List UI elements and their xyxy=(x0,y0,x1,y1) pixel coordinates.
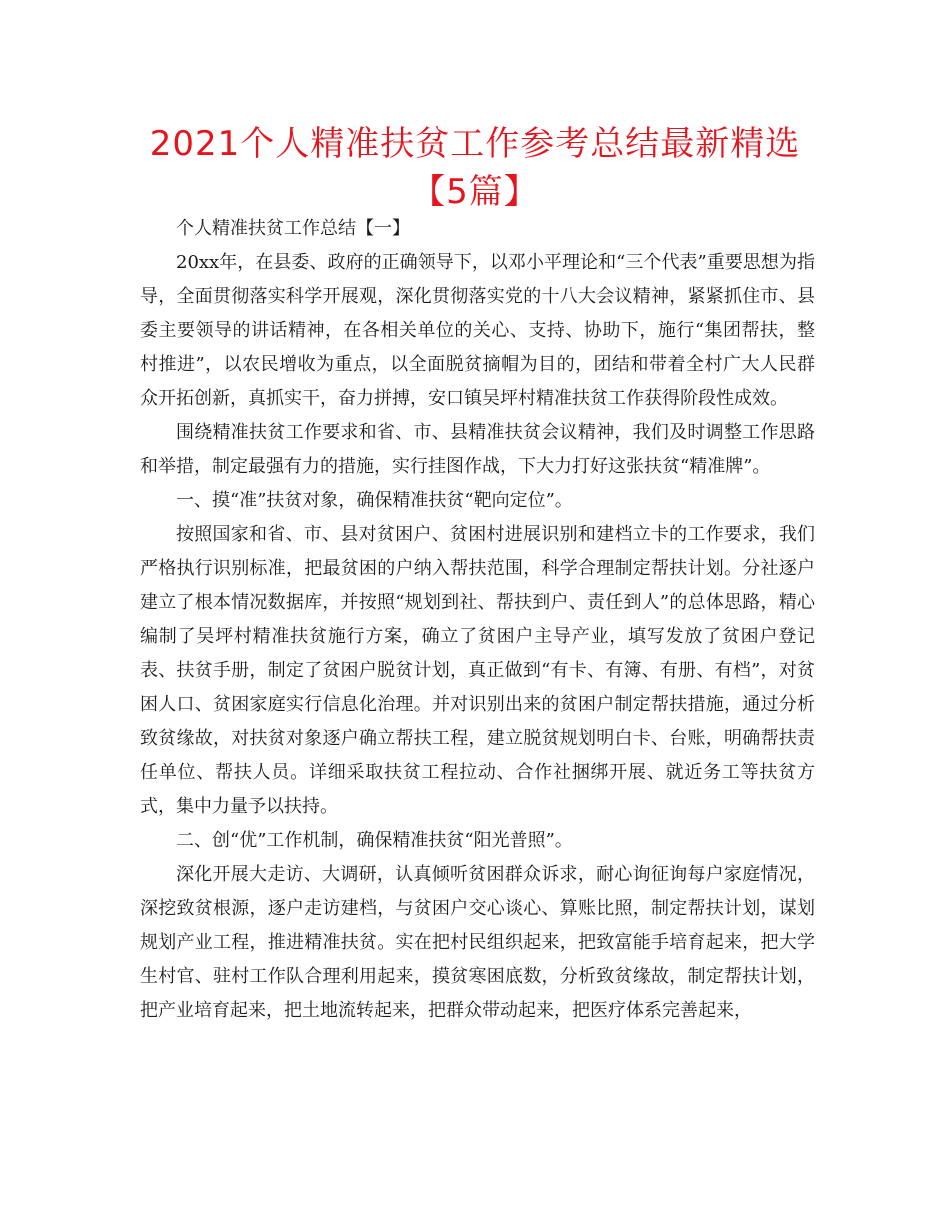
document-body xyxy=(140,212,815,1028)
paragraph: 围绕精准扶贫工作要求和省、市、县精准扶贫会议精神，我们及时调整工作思路和举措，制定最强有力的措施，实行挂图作战，下大力打好这张扶贫“精准牌”。 xyxy=(140,422,815,477)
paragraph: 深化开展大走访、大调研，认真倾听贫困群众诉求，耐心询征询每户家庭情况，深挖致贫根源，逐户走访建档，与贫困户交心谈心、算账比照，制定帮扶计划，谋划规划产业工程，推进精准扶贫。实在把村民组织起来，把致富能手培育起来，把大学生村官、驻村工作队合理利用起来，摸贫寒困底数，分析致贫缘故，制定帮扶计划，把产业培育起来，把土地流转起来，把群众带动起来，把医疗体系完善起来， xyxy=(140,864,815,1021)
subheading: 一、摸“准”扶贫对象，确保精准扶贫“靶向定位”。 xyxy=(176,490,573,511)
section-heading: 个人精准扶贫工作总结【一】 xyxy=(176,218,410,239)
subheading: 二、创“优”工作机制，确保精准扶贫“阳光普照”。 xyxy=(176,830,573,851)
paragraph: 20xx年，在县委、政府的正确领导下，以邓小平理论和“三个代表”重要思想为指导，全面贯彻落实科学开展观，深化贯彻落实党的十八大会议精神，紧紧抓住市、县委主要领导的讲话精神，在各相关单位的关心、支持、协助下，施行“集团帮扶，整村推进”，以农民增收为重点，以全面脱贫摘帽为目的，团结和带着全村广大人民群众开拓创新，真抓实干，奋力拼搏，安口镇吴坪村精准扶贫工作获得阶段性成效。 xyxy=(140,252,815,409)
document-title: 2021个人精准扶贫工作参考总结最新精选【5篇】 xyxy=(149,124,801,212)
paragraph: 按照国家和省、市、县对贫困户、贫困村进展识别和建档立卡的工作要求，我们严格执行识别标准，把最贫困的户纳入帮扶范围，科学合理制定帮扶计划。分社逐户建立了根本情况数据库，并按照“规划到社、帮扶到户、责任到人”的总体思路，精心编制了吴坪村精准扶贫施行方案，确立了贫困户主导产业，填写发放了贫困户登记表、扶贫手册，制定了贫困户脱贫计划，真正做到“有卡、有簿、有册、有档”，对贫困人口、贫困家庭实行信息化治理。并对识别出来的贫困户制定帮扶措施，通过分析致贫缘故，对扶贫对象逐户确立帮扶工程，建立脱贫规划明白卡、台账，明确帮扶责任单位、帮扶人员。详细采取扶贫工程拉动、合作社捆绑开展、就近务工等扶贫方式，集中力量予以扶持。 xyxy=(140,524,815,817)
